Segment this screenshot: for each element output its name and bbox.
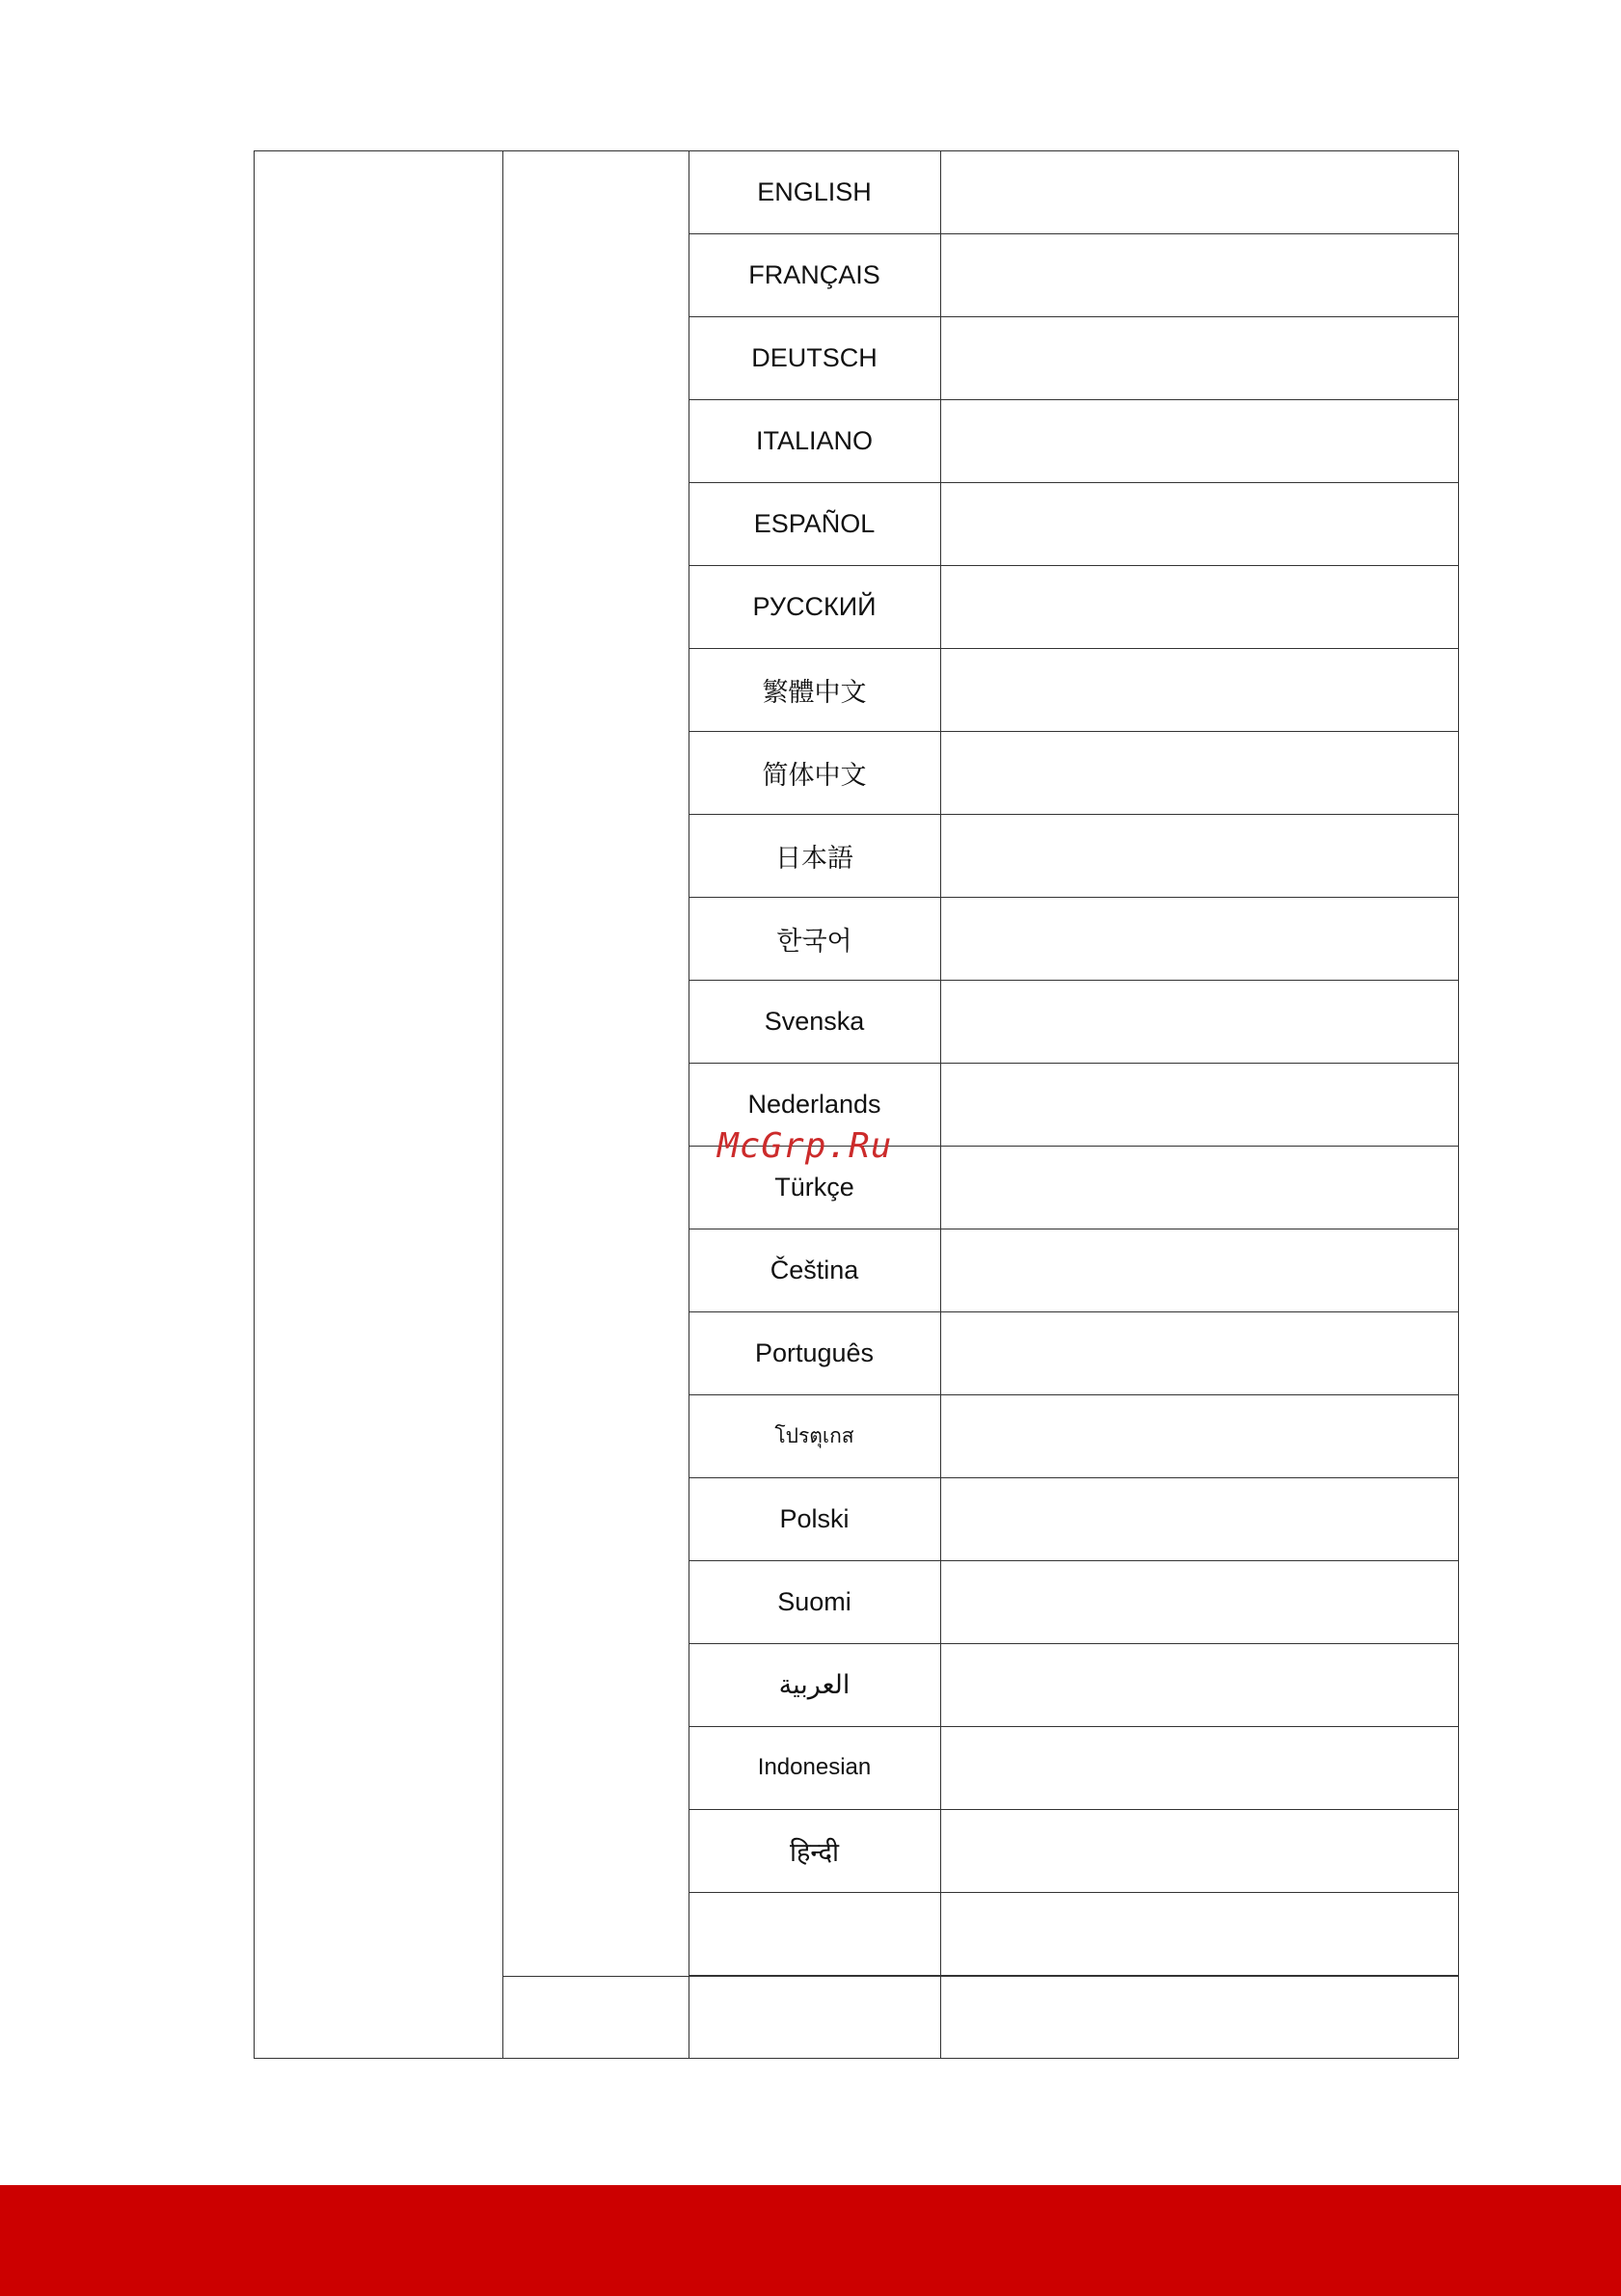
language-option: โปรตุเกส (774, 1424, 854, 1447)
language-option: РУССКИЙ (752, 591, 877, 621)
language-option: 日本語 (775, 843, 853, 873)
language-option: Svenska (764, 1006, 865, 1036)
language-option: العربية (778, 1669, 851, 1699)
footer-bar (0, 2185, 1621, 2296)
language-option: ITALIANO (755, 425, 874, 455)
column-divider-3 (940, 150, 941, 2059)
language-option: हिन्दी (789, 1837, 839, 1867)
language-option: Polski (779, 1503, 850, 1533)
language-option: FRANÇAIS (748, 259, 880, 289)
column-divider-1 (502, 150, 503, 2059)
language-option: Nederlands (747, 1089, 881, 1119)
language-option: 한국어 (776, 926, 852, 956)
language-option: ESPAÑOL (753, 508, 876, 538)
language-option: Türkçe (774, 1172, 854, 1202)
language-option: ENGLISH (757, 176, 872, 206)
watermark-text: McGrp.Ru (717, 1126, 893, 1166)
language-option: DEUTSCH (751, 342, 878, 372)
language-option: Indonesian (757, 1754, 872, 1780)
language-option: Čeština (770, 1255, 859, 1284)
language-option: 繁體中文 (762, 677, 867, 707)
language-option: Português (754, 1337, 875, 1367)
row-divider-option-group (502, 1976, 1459, 1977)
language-option: Suomi (777, 1586, 851, 1616)
language-option (689, 1892, 940, 1975)
language-option: 简体中文 (762, 760, 867, 790)
